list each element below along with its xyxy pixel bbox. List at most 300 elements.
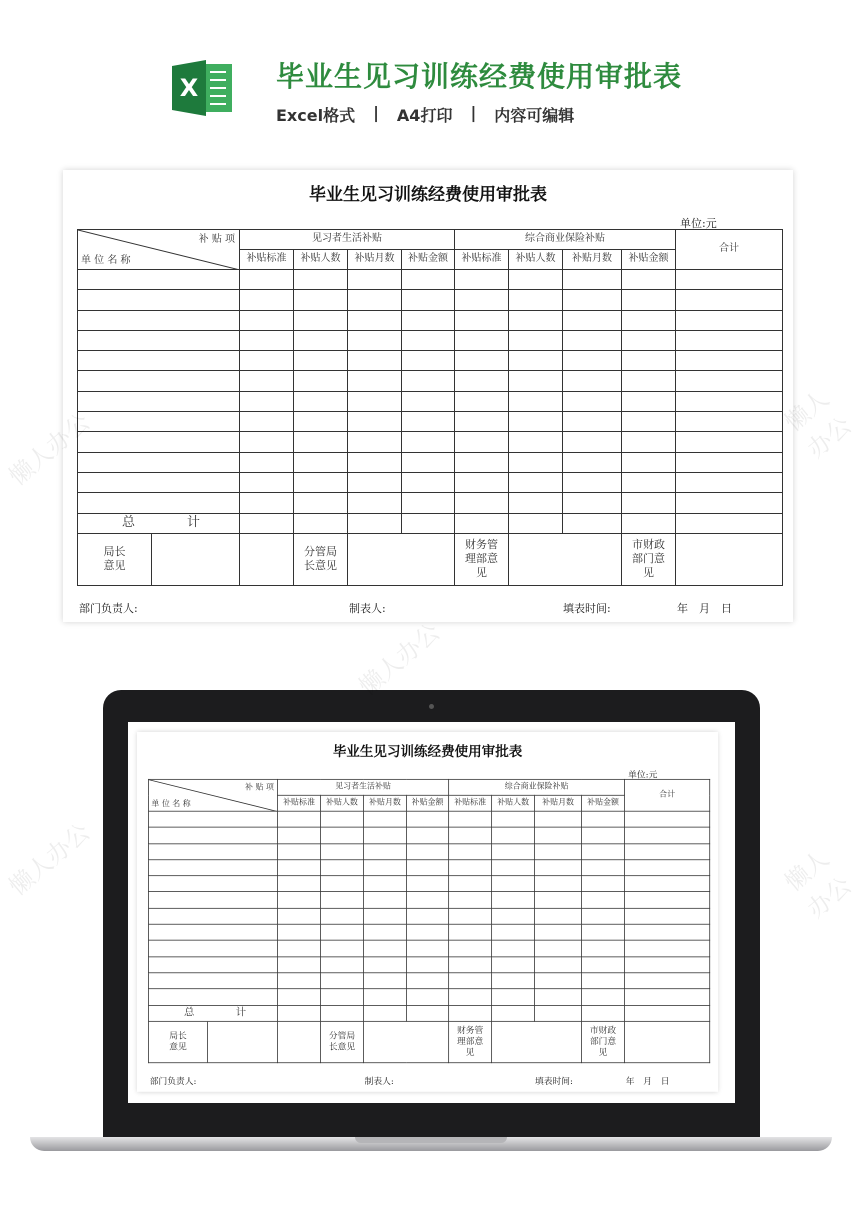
- table-cell[interactable]: [535, 940, 582, 956]
- table-cell[interactable]: [676, 472, 783, 492]
- table-cell[interactable]: [535, 908, 582, 924]
- table-cell[interactable]: [582, 989, 625, 1005]
- table-cell[interactable]: [455, 310, 509, 330]
- table-cell[interactable]: [320, 860, 363, 876]
- table-cell[interactable]: [240, 310, 294, 330]
- table-cell[interactable]: [509, 270, 563, 290]
- subcol-header: 补贴金额: [622, 250, 676, 270]
- table-cell[interactable]: [563, 493, 622, 513]
- table-cell[interactable]: [320, 973, 363, 989]
- table-cell[interactable]: [509, 493, 563, 513]
- group-living-subsidy: 见习者生活补贴: [277, 779, 448, 795]
- table-cell[interactable]: [348, 270, 402, 290]
- watermark: 懒人办公: [3, 407, 96, 491]
- table-cell[interactable]: [363, 989, 406, 1005]
- table-cell[interactable]: [582, 892, 625, 908]
- table-cell[interactable]: [149, 973, 278, 989]
- approval-director-input[interactable]: [152, 534, 239, 585]
- table-cell[interactable]: [294, 493, 348, 513]
- table-cell[interactable]: [492, 924, 535, 940]
- table-cell[interactable]: [492, 940, 535, 956]
- table-cell[interactable]: [149, 989, 278, 1005]
- table-cell[interactable]: [676, 493, 783, 513]
- table-cell[interactable]: [294, 391, 348, 411]
- approval-director-label: 局长 意见: [149, 1021, 208, 1062]
- table-row: [149, 924, 710, 940]
- table-cell[interactable]: [78, 290, 240, 310]
- table-cell[interactable]: [625, 989, 710, 1005]
- table-cell[interactable]: [622, 351, 676, 371]
- table-cell[interactable]: [582, 908, 625, 924]
- table-row: [149, 973, 710, 989]
- table-cell[interactable]: [320, 989, 363, 1005]
- table-cell[interactable]: [449, 876, 492, 892]
- table-cell[interactable]: [402, 391, 455, 411]
- table-cell[interactable]: [406, 908, 448, 924]
- approval-director-input[interactable]: [208, 1021, 277, 1062]
- table-cell[interactable]: [455, 371, 509, 391]
- table-cell[interactable]: [402, 290, 455, 310]
- table-cell[interactable]: [625, 924, 710, 940]
- table-cell[interactable]: [625, 876, 710, 892]
- table-cell[interactable]: [363, 844, 406, 860]
- table-cell[interactable]: [455, 432, 509, 452]
- table-cell[interactable]: [455, 270, 509, 290]
- corner-top-label: 补 贴 项: [198, 234, 235, 245]
- table-cell[interactable]: [240, 432, 294, 452]
- table-cell[interactable]: [509, 412, 563, 432]
- table-cell[interactable]: [240, 371, 294, 391]
- table-cell[interactable]: [535, 876, 582, 892]
- table-cell[interactable]: [406, 957, 448, 973]
- table-cell[interactable]: [402, 432, 455, 452]
- table-cell[interactable]: [563, 290, 622, 310]
- table-cell[interactable]: [402, 330, 455, 350]
- table-cell[interactable]: [676, 391, 783, 411]
- table-cell[interactable]: [492, 957, 535, 973]
- table-cell[interactable]: [78, 270, 240, 290]
- approval-finance-label: 财务管 理部意 见: [455, 533, 509, 585]
- table-cell[interactable]: [535, 957, 582, 973]
- table-cell[interactable]: [402, 493, 455, 513]
- table-cell[interactable]: [363, 908, 406, 924]
- table-cell[interactable]: [320, 940, 363, 956]
- table-cell[interactable]: [582, 940, 625, 956]
- approval-deputy-input[interactable]: [348, 533, 455, 585]
- total-cell[interactable]: [277, 1005, 320, 1021]
- table-cell[interactable]: [622, 472, 676, 492]
- subcol-header: 补贴金额: [402, 250, 455, 270]
- tag-format: Excel格式: [276, 106, 356, 125]
- table-cell[interactable]: [277, 876, 320, 892]
- table-cell[interactable]: [402, 472, 455, 492]
- table-cell[interactable]: [348, 310, 402, 330]
- table-cell[interactable]: [449, 908, 492, 924]
- table-cell[interactable]: [535, 989, 582, 1005]
- table-cell[interactable]: [509, 391, 563, 411]
- table-cell[interactable]: [149, 811, 278, 827]
- table-cell[interactable]: [78, 351, 240, 371]
- table-row: [149, 940, 710, 956]
- table-cell[interactable]: [449, 940, 492, 956]
- table-cell[interactable]: [363, 876, 406, 892]
- table-cell[interactable]: [402, 270, 455, 290]
- table-cell[interactable]: [363, 892, 406, 908]
- table-cell[interactable]: [625, 827, 710, 843]
- table-cell[interactable]: [535, 827, 582, 843]
- table-cell[interactable]: [509, 310, 563, 330]
- table-cell[interactable]: [277, 924, 320, 940]
- table-cell[interactable]: [78, 391, 240, 411]
- total-cell[interactable]: [582, 1005, 625, 1021]
- table-row: [78, 412, 783, 432]
- table-cell[interactable]: [348, 391, 402, 411]
- table-cell[interactable]: [622, 452, 676, 472]
- table-cell[interactable]: [78, 330, 240, 350]
- table-row: [78, 452, 783, 472]
- table-cell[interactable]: [509, 472, 563, 492]
- table-cell[interactable]: [582, 973, 625, 989]
- table-cell[interactable]: [294, 351, 348, 371]
- table-cell[interactable]: [582, 924, 625, 940]
- table-cell[interactable]: [240, 472, 294, 492]
- table-cell[interactable]: [149, 940, 278, 956]
- table-cell[interactable]: [149, 957, 278, 973]
- table-cell[interactable]: [535, 973, 582, 989]
- table-cell[interactable]: [563, 371, 622, 391]
- table-cell[interactable]: [563, 472, 622, 492]
- table-cell[interactable]: [622, 270, 676, 290]
- table-cell[interactable]: [294, 412, 348, 432]
- table-cell[interactable]: [509, 330, 563, 350]
- table-cell[interactable]: [625, 811, 710, 827]
- table-cell[interactable]: [277, 989, 320, 1005]
- table-cell[interactable]: [492, 989, 535, 1005]
- table-cell[interactable]: [78, 412, 240, 432]
- total-cell[interactable]: [240, 513, 294, 533]
- table-cell[interactable]: [622, 371, 676, 391]
- table-cell[interactable]: [563, 330, 622, 350]
- table-cell[interactable]: [535, 860, 582, 876]
- table-cell[interactable]: [320, 957, 363, 973]
- total-cell[interactable]: [402, 513, 455, 533]
- table-cell[interactable]: [509, 452, 563, 472]
- approval-city-finance-input[interactable]: [625, 1021, 710, 1062]
- subcol-header: 补贴标准: [277, 795, 320, 811]
- table-cell[interactable]: [455, 412, 509, 432]
- table-cell[interactable]: [348, 351, 402, 371]
- table-cell[interactable]: [535, 924, 582, 940]
- table-cell[interactable]: [535, 844, 582, 860]
- table-cell[interactable]: [320, 844, 363, 860]
- table-cell[interactable]: [535, 811, 582, 827]
- table-cell[interactable]: [509, 432, 563, 452]
- table-cell[interactable]: [582, 860, 625, 876]
- table-cell[interactable]: [676, 371, 783, 391]
- corner-header-cell: [149, 779, 278, 811]
- table-cell[interactable]: [320, 892, 363, 908]
- table-cell[interactable]: [676, 290, 783, 310]
- table-cell[interactable]: [406, 811, 448, 827]
- table-cell[interactable]: [563, 412, 622, 432]
- laptop-screen: [128, 722, 735, 1103]
- table-cell[interactable]: [149, 827, 278, 843]
- table-cell[interactable]: [492, 908, 535, 924]
- table-cell[interactable]: [240, 452, 294, 472]
- table-cell[interactable]: [625, 908, 710, 924]
- table-cell[interactable]: [406, 924, 448, 940]
- table-cell[interactable]: [402, 452, 455, 472]
- table-cell[interactable]: [509, 371, 563, 391]
- table-cell[interactable]: [149, 924, 278, 940]
- table-cell[interactable]: [320, 908, 363, 924]
- table-row: [78, 290, 783, 310]
- table-cell[interactable]: [363, 827, 406, 843]
- table-cell[interactable]: [406, 876, 448, 892]
- table-cell[interactable]: [676, 310, 783, 330]
- table-cell[interactable]: [406, 844, 448, 860]
- table-row: [78, 371, 783, 391]
- table-cell[interactable]: [149, 908, 278, 924]
- table-cell[interactable]: [492, 860, 535, 876]
- table-cell[interactable]: [294, 472, 348, 492]
- table-cell[interactable]: [149, 844, 278, 860]
- table-cell[interactable]: [622, 310, 676, 330]
- table-cell[interactable]: [563, 452, 622, 472]
- table-cell[interactable]: [294, 290, 348, 310]
- table-cell[interactable]: [348, 412, 402, 432]
- approval-director-input-2[interactable]: [277, 1021, 320, 1062]
- table-cell[interactable]: [294, 270, 348, 290]
- table-cell[interactable]: [449, 989, 492, 1005]
- table-cell[interactable]: [455, 290, 509, 310]
- table-cell[interactable]: [78, 493, 240, 513]
- total-cell[interactable]: [509, 513, 563, 533]
- table-cell[interactable]: [240, 412, 294, 432]
- total-cell[interactable]: [563, 513, 622, 533]
- table-cell[interactable]: [78, 310, 240, 330]
- table-cell[interactable]: [449, 844, 492, 860]
- table-cell[interactable]: [622, 412, 676, 432]
- unit-label: 单位:元: [680, 217, 717, 230]
- table-cell[interactable]: [406, 892, 448, 908]
- table-cell[interactable]: [625, 844, 710, 860]
- table-cell[interactable]: [348, 472, 402, 492]
- table-cell[interactable]: [363, 940, 406, 956]
- table-row: [149, 844, 710, 860]
- subcol-header: 补贴月数: [363, 795, 406, 811]
- total-cell[interactable]: [535, 1005, 582, 1021]
- table-cell[interactable]: [676, 270, 783, 290]
- table-cell[interactable]: [277, 827, 320, 843]
- table-cell[interactable]: [149, 892, 278, 908]
- table-cell[interactable]: [320, 876, 363, 892]
- table-cell[interactable]: [492, 827, 535, 843]
- total-cell[interactable]: [676, 513, 783, 533]
- approval-finance-input[interactable]: [509, 533, 622, 585]
- table-cell[interactable]: [625, 957, 710, 973]
- table-cell[interactable]: [455, 452, 509, 472]
- table-cell[interactable]: [563, 432, 622, 452]
- table-cell[interactable]: [240, 351, 294, 371]
- table-cell[interactable]: [277, 892, 320, 908]
- table-cell[interactable]: [240, 330, 294, 350]
- table-cell[interactable]: [348, 290, 402, 310]
- table-cell[interactable]: [348, 452, 402, 472]
- table-cell[interactable]: [277, 908, 320, 924]
- table-cell[interactable]: [348, 432, 402, 452]
- footer-dept-head: 部门负责人:: [79, 602, 138, 615]
- table-cell[interactable]: [582, 827, 625, 843]
- total-cell[interactable]: [625, 1005, 710, 1021]
- table-cell[interactable]: [294, 432, 348, 452]
- table-cell[interactable]: [277, 811, 320, 827]
- table-cell[interactable]: [294, 330, 348, 350]
- approval-city-finance-input[interactable]: [676, 533, 783, 585]
- footer-dept-head: 部门负责人:: [149, 1075, 197, 1087]
- table-row: [78, 330, 783, 350]
- table-cell[interactable]: [676, 351, 783, 371]
- table-cell[interactable]: [449, 827, 492, 843]
- table-cell[interactable]: [563, 391, 622, 411]
- table-cell[interactable]: [622, 290, 676, 310]
- table-cell[interactable]: [676, 330, 783, 350]
- total-cell[interactable]: [622, 513, 676, 533]
- table-cell[interactable]: [78, 432, 240, 452]
- table-cell[interactable]: [294, 310, 348, 330]
- table-cell[interactable]: [492, 844, 535, 860]
- table-cell[interactable]: [348, 330, 402, 350]
- table-cell[interactable]: [320, 924, 363, 940]
- table-cell[interactable]: [625, 860, 710, 876]
- table-cell[interactable]: [582, 957, 625, 973]
- table-cell[interactable]: [320, 827, 363, 843]
- table-cell[interactable]: [277, 860, 320, 876]
- table-cell[interactable]: [449, 957, 492, 973]
- table-cell[interactable]: [363, 924, 406, 940]
- table-cell[interactable]: [402, 351, 455, 371]
- table-cell[interactable]: [449, 973, 492, 989]
- table-cell[interactable]: [406, 860, 448, 876]
- footer-fill-time: 填表时间:: [563, 602, 611, 615]
- table-cell[interactable]: [455, 351, 509, 371]
- table-cell[interactable]: [277, 973, 320, 989]
- table-cell[interactable]: [363, 973, 406, 989]
- table-cell[interactable]: [240, 391, 294, 411]
- table-cell[interactable]: [402, 371, 455, 391]
- table-cell[interactable]: [78, 371, 240, 391]
- table-cell[interactable]: [455, 391, 509, 411]
- total-cell[interactable]: [294, 513, 348, 533]
- table-cell[interactable]: [449, 924, 492, 940]
- table-cell[interactable]: [563, 351, 622, 371]
- subcol-header: 补贴人数: [320, 795, 363, 811]
- table-cell[interactable]: [294, 371, 348, 391]
- table-cell[interactable]: [348, 493, 402, 513]
- table-cell[interactable]: [449, 892, 492, 908]
- table-cell[interactable]: [582, 811, 625, 827]
- table-cell[interactable]: [455, 472, 509, 492]
- total-cell[interactable]: [363, 1005, 406, 1021]
- table-cell[interactable]: [402, 412, 455, 432]
- approval-finance-label: 财务管 理部意 见: [449, 1021, 492, 1062]
- table-cell[interactable]: [622, 330, 676, 350]
- table-cell[interactable]: [277, 957, 320, 973]
- table-cell[interactable]: [676, 412, 783, 432]
- table-cell[interactable]: [676, 432, 783, 452]
- table-cell[interactable]: [563, 310, 622, 330]
- table-cell[interactable]: [294, 452, 348, 472]
- table-cell[interactable]: [277, 940, 320, 956]
- table-cell[interactable]: [149, 860, 278, 876]
- table-cell[interactable]: [622, 493, 676, 513]
- table-row: [149, 892, 710, 908]
- table-cell[interactable]: [363, 811, 406, 827]
- approval-deputy-input[interactable]: [363, 1021, 448, 1062]
- table-cell[interactable]: [363, 860, 406, 876]
- table-cell[interactable]: [535, 892, 582, 908]
- table-cell[interactable]: [406, 940, 448, 956]
- table-cell[interactable]: [78, 472, 240, 492]
- total-cell[interactable]: [455, 513, 509, 533]
- approval-finance-input[interactable]: [492, 1021, 582, 1062]
- table-cell[interactable]: [406, 827, 448, 843]
- table-cell[interactable]: [582, 844, 625, 860]
- table-cell[interactable]: [78, 452, 240, 472]
- approval-director-label: 局长 意见: [78, 534, 152, 585]
- table-cell[interactable]: [277, 844, 320, 860]
- table-cell[interactable]: [492, 973, 535, 989]
- corner-bottom-label: 单 位 名 称: [81, 254, 131, 266]
- table-cell[interactable]: [240, 290, 294, 310]
- table-cell[interactable]: [449, 811, 492, 827]
- total-cell[interactable]: [320, 1005, 363, 1021]
- table-cell[interactable]: [625, 892, 710, 908]
- table-cell[interactable]: [582, 876, 625, 892]
- table-cell[interactable]: [240, 270, 294, 290]
- table-cell[interactable]: [149, 876, 278, 892]
- table-cell[interactable]: [492, 811, 535, 827]
- total-cell[interactable]: [449, 1005, 492, 1021]
- table-cell[interactable]: [402, 310, 455, 330]
- table-cell[interactable]: [455, 330, 509, 350]
- table-cell[interactable]: [509, 290, 563, 310]
- table-cell[interactable]: [492, 892, 535, 908]
- table-cell[interactable]: [348, 371, 402, 391]
- laptop-notch: [355, 1137, 507, 1143]
- total-cell[interactable]: [406, 1005, 448, 1021]
- page-title: 毕业生见习训练经费使用审批表: [276, 60, 683, 93]
- table-cell[interactable]: [406, 989, 448, 1005]
- table-cell[interactable]: [449, 860, 492, 876]
- table-cell[interactable]: [625, 973, 710, 989]
- table-cell[interactable]: [625, 940, 710, 956]
- table-cell[interactable]: [363, 957, 406, 973]
- table-cell[interactable]: [563, 270, 622, 290]
- approval-director-input-2[interactable]: [240, 533, 294, 585]
- table-cell[interactable]: [492, 876, 535, 892]
- table-cell[interactable]: [455, 493, 509, 513]
- table-cell[interactable]: [406, 973, 448, 989]
- table-cell[interactable]: [622, 391, 676, 411]
- total-cell[interactable]: [492, 1005, 535, 1021]
- table-cell[interactable]: [622, 432, 676, 452]
- table-cell[interactable]: [320, 811, 363, 827]
- table-cell[interactable]: [676, 452, 783, 472]
- table-cell[interactable]: [240, 493, 294, 513]
- total-cell[interactable]: [348, 513, 402, 533]
- table-cell[interactable]: [509, 351, 563, 371]
